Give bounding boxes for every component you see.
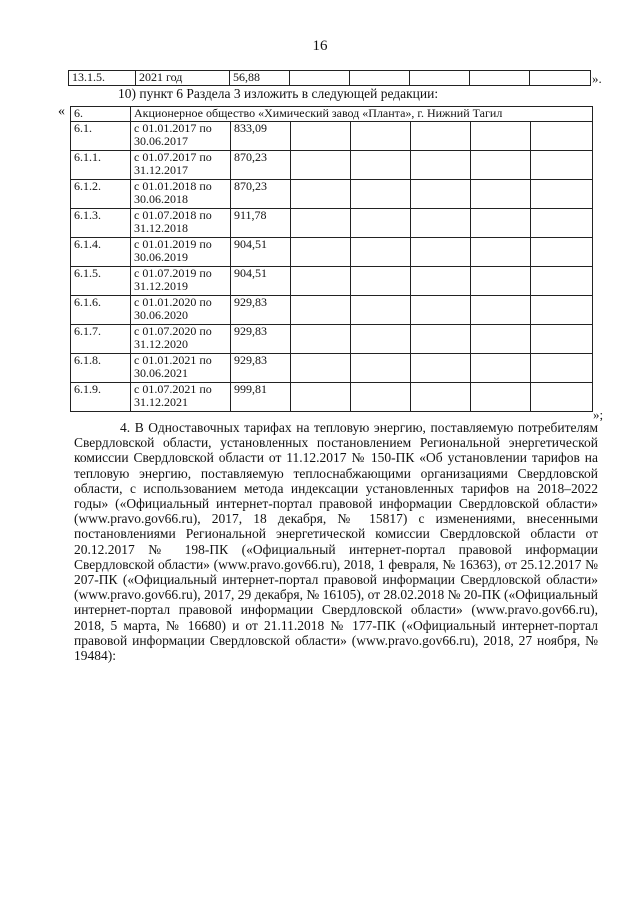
row-period: с 01.07.2019 по 31.12.2019: [131, 267, 231, 296]
empty-cell: [471, 325, 531, 354]
row-number: 6.1.5.: [71, 267, 131, 296]
row-value: 833,09: [231, 122, 291, 151]
row-number: 6.1.9.: [71, 383, 131, 412]
empty-cell: [471, 238, 531, 267]
row-number: 6.1.3.: [71, 209, 131, 238]
amendment-instruction: 10) пункт 6 Раздела 3 изложить в следующей редакции:: [118, 86, 439, 101]
empty-cell: [350, 71, 410, 86]
empty-cell: [291, 267, 351, 296]
empty-cell: [411, 180, 471, 209]
empty-cell: [470, 71, 530, 86]
row-value: 904,51: [231, 267, 291, 296]
empty-cell: [410, 71, 470, 86]
table-row: [71, 383, 593, 412]
table-row: [71, 209, 593, 238]
empty-cell: [411, 354, 471, 383]
empty-cell: [471, 296, 531, 325]
row-period: с 01.01.2020 по 30.06.2020: [131, 296, 231, 325]
row-value: 870,23: [231, 180, 291, 209]
empty-cell: [351, 180, 411, 209]
row-number: 6.1.6.: [71, 296, 131, 325]
empty-cell: [471, 354, 531, 383]
row-period: с 01.01.2017 по 30.06.2017: [131, 122, 231, 151]
row-period: с 01.01.2018 по 30.06.2018: [131, 180, 231, 209]
row-number: 6.1.2.: [71, 180, 131, 209]
empty-cell: [291, 238, 351, 267]
row-period: 2021 год: [136, 71, 230, 86]
table-row: [69, 71, 591, 86]
empty-cell: [291, 151, 351, 180]
empty-cell: [351, 238, 411, 267]
empty-cell: [351, 325, 411, 354]
table-row: [71, 325, 593, 354]
table-row: [71, 296, 593, 325]
row-number: 6.1.1.: [71, 151, 131, 180]
table-row: [71, 267, 593, 296]
empty-cell: [351, 122, 411, 151]
empty-cell: [291, 354, 351, 383]
empty-cell: [471, 383, 531, 412]
empty-cell: [291, 122, 351, 151]
empty-cell: [531, 180, 593, 209]
row-value: 911,78: [231, 209, 291, 238]
empty-cell: [411, 151, 471, 180]
row-value: 929,83: [231, 325, 291, 354]
row-value: 56,88: [230, 71, 290, 86]
empty-cell: [351, 151, 411, 180]
empty-cell: [411, 238, 471, 267]
previous-table-fragment: [68, 70, 591, 86]
row-value: 904,51: [231, 238, 291, 267]
empty-cell: [411, 296, 471, 325]
empty-cell: [411, 267, 471, 296]
row-number: 6.1.8.: [71, 354, 131, 383]
empty-cell: [411, 383, 471, 412]
closing-quote: ».: [592, 71, 602, 86]
empty-cell: [291, 209, 351, 238]
row-value: 929,83: [231, 354, 291, 383]
page-number: 16: [312, 38, 328, 54]
row-number: 6.1.7.: [71, 325, 131, 354]
table-closing-mark: »;: [593, 407, 604, 422]
empty-cell: [411, 122, 471, 151]
row-period: с 01.01.2021 по 30.06.2021: [131, 354, 231, 383]
empty-cell: [531, 383, 593, 412]
empty-cell: [471, 267, 531, 296]
row-period: с 01.07.2018 по 31.12.2018: [131, 209, 231, 238]
empty-cell: [471, 209, 531, 238]
opening-quote: «: [58, 104, 65, 119]
empty-cell: [471, 180, 531, 209]
row-period: с 01.01.2019 по 30.06.2019: [131, 238, 231, 267]
empty-cell: [290, 71, 350, 86]
empty-cell: [531, 122, 593, 151]
table-row: [71, 151, 593, 180]
empty-cell: [291, 383, 351, 412]
tariff-table: [70, 106, 593, 412]
header-number: 6.: [71, 107, 131, 122]
empty-cell: [351, 296, 411, 325]
empty-cell: [411, 325, 471, 354]
empty-cell: [531, 209, 593, 238]
row-number: 6.1.: [71, 122, 131, 151]
empty-cell: [351, 209, 411, 238]
row-value: 870,23: [231, 151, 291, 180]
empty-cell: [291, 180, 351, 209]
empty-cell: [531, 267, 593, 296]
organization-title: Акционерное общество «Химический завод «Планта», г. Нижний Тагил: [131, 107, 593, 122]
empty-cell: [531, 238, 593, 267]
empty-cell: [351, 383, 411, 412]
empty-cell: [351, 354, 411, 383]
empty-cell: [411, 209, 471, 238]
table-header-row: [71, 107, 593, 122]
empty-cell: [531, 296, 593, 325]
row-number: 13.1.5.: [69, 71, 136, 86]
empty-cell: [291, 325, 351, 354]
table-row: [71, 122, 593, 151]
empty-cell: [471, 122, 531, 151]
empty-cell: [291, 296, 351, 325]
empty-cell: [531, 354, 593, 383]
row-value: 999,81: [231, 383, 291, 412]
empty-cell: [471, 151, 531, 180]
empty-cell: [531, 325, 593, 354]
empty-cell: [530, 71, 591, 86]
table-row: [71, 354, 593, 383]
row-period: с 01.07.2021 по 31.12.2021: [131, 383, 231, 412]
row-period: с 01.07.2020 по 31.12.2020: [131, 325, 231, 354]
table-row: [71, 238, 593, 267]
row-number: 6.1.4.: [71, 238, 131, 267]
table-row: [71, 180, 593, 209]
empty-cell: [351, 267, 411, 296]
row-period: с 01.07.2017 по 31.12.2017: [131, 151, 231, 180]
paragraph-4: 4. В Одноставочных тарифах на тепловую энергию, поставляемую потребителям Свердловской области, установленных постановлением Региональной энергетической комиссии Свердловской области от 11.12.2017 № 150-ПК «Об установлении тарифов на тепловую энергию, поставляемую теплоснабжающими организациями Свердловской области, с использованием метода индексации установленных тарифов на 2018–2022 годы» («Официальный интернет-портал правовой информации Свердловской области» (www.pravo.gov66.ru), 2017, 18 декабря, № 15817) с изменениями, внесенными постановлениями Региональной энергетической комиссии Свердловской области от 20.12.2017 № 198-ПК («Официальный интернет-портал правовой информации Свердловской области» (www.pravo.gov66.ru), 2018, 1 февраля, № 16363), от 25.12.2017 № 207-ПК («Официальный интернет-портал правовой информации Свердловской области» (www.pravo.gov66.ru), 2017, 29 декабря, № 16105), от 28.02.2018 № 20-ПК («Официальный интернет-портал правовой информации Свердловской области» (www.pravo.gov66.ru), 2018, 5 марта, № 16680) и от 21.11.2018 № 177-ПК («Официальный интернет-портал правовой информации Свердловской области» (www.pravo.gov66.ru), 2018, 27 ноября, № 19484):: [74, 420, 598, 664]
empty-cell: [531, 151, 593, 180]
row-value: 929,83: [231, 296, 291, 325]
